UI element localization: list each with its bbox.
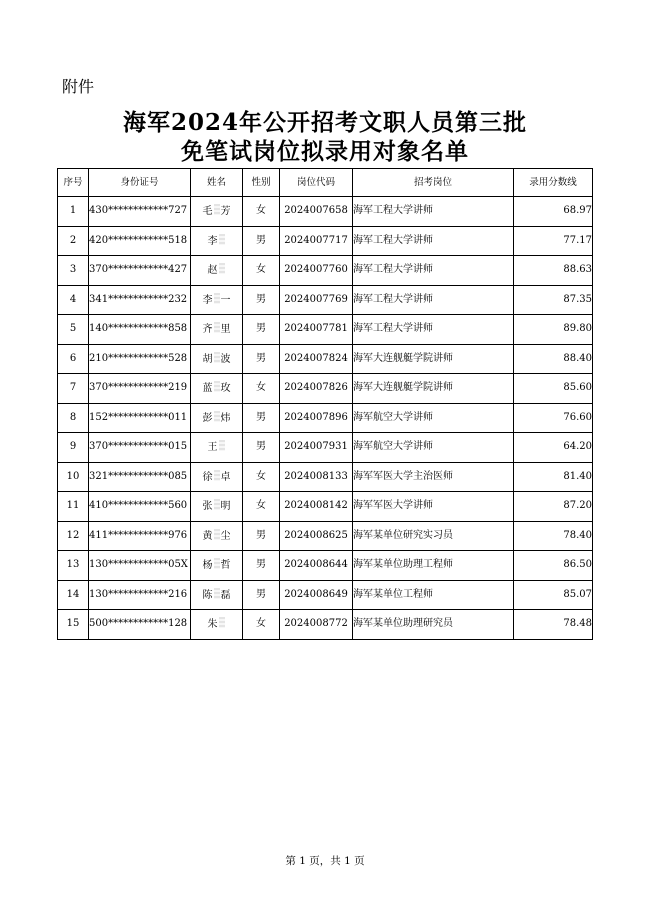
score-cell: 85.60 bbox=[514, 374, 593, 404]
serial-cell: 6 bbox=[58, 344, 89, 374]
score-cell: 78.48 bbox=[514, 610, 593, 640]
gender-cell: 男 bbox=[243, 521, 280, 551]
post-code-cell: 2024008625 bbox=[280, 521, 353, 551]
serial-cell: 4 bbox=[58, 285, 89, 315]
name-cell bbox=[191, 197, 243, 227]
table-row bbox=[58, 226, 593, 256]
table-row bbox=[58, 315, 593, 345]
gender-cell: 男 bbox=[243, 344, 280, 374]
serial-cell: 2 bbox=[58, 226, 89, 256]
name-cell bbox=[191, 462, 243, 492]
header-id-number: 身份证号 bbox=[89, 169, 191, 197]
name-surname: 李 bbox=[207, 235, 218, 247]
header-gender: 性别 bbox=[243, 169, 280, 197]
gender-cell: 女 bbox=[243, 462, 280, 492]
id-number-cell: 370************015 bbox=[89, 433, 191, 463]
id-number-cell: 130************216 bbox=[89, 580, 191, 610]
post-code-cell: 2024007769 bbox=[280, 285, 353, 315]
name-cell bbox=[191, 256, 243, 286]
serial-cell: 3 bbox=[58, 256, 89, 286]
post-cell: 海军某单位助理工程师 bbox=[353, 551, 514, 581]
attachment-label: 附件 bbox=[62, 77, 95, 96]
name-cell bbox=[191, 433, 243, 463]
table-row bbox=[58, 551, 593, 581]
table-row bbox=[58, 462, 593, 492]
table-row bbox=[58, 285, 593, 315]
gender-cell: 男 bbox=[243, 551, 280, 581]
name-given: 卓 bbox=[220, 471, 231, 483]
score-cell: 81.40 bbox=[514, 462, 593, 492]
gender-cell: 男 bbox=[243, 580, 280, 610]
name-surname: 齐 bbox=[202, 324, 213, 336]
header-post-code: 岗位代码 bbox=[280, 169, 353, 197]
name-surname: 王 bbox=[207, 442, 218, 454]
gender-cell: 女 bbox=[243, 492, 280, 522]
id-number-cell: 411************976 bbox=[89, 521, 191, 551]
name-surname: 陈 bbox=[202, 589, 213, 601]
table-row bbox=[58, 344, 593, 374]
gender-cell: 女 bbox=[243, 374, 280, 404]
redaction-mask bbox=[214, 352, 220, 363]
redaction-mask bbox=[219, 440, 225, 451]
serial-cell: 14 bbox=[58, 580, 89, 610]
score-cell: 88.63 bbox=[514, 256, 593, 286]
gender-cell: 女 bbox=[243, 197, 280, 227]
post-cell: 海军航空大学讲师 bbox=[353, 403, 514, 433]
score-cell: 77.17 bbox=[514, 226, 593, 256]
name-surname: 黄 bbox=[202, 530, 213, 542]
serial-cell: 12 bbox=[58, 521, 89, 551]
table-row bbox=[58, 197, 593, 227]
post-code-cell: 2024007826 bbox=[280, 374, 353, 404]
score-cell: 68.97 bbox=[514, 197, 593, 227]
redaction-mask bbox=[219, 617, 225, 628]
gender-cell: 男 bbox=[243, 433, 280, 463]
name-surname: 李 bbox=[202, 294, 213, 306]
gender-cell: 女 bbox=[243, 610, 280, 640]
name-given: 哲 bbox=[220, 560, 231, 572]
id-number-cell: 500************128 bbox=[89, 610, 191, 640]
name-cell bbox=[191, 551, 243, 581]
name-surname: 胡 bbox=[202, 353, 213, 365]
post-code-cell: 2024007931 bbox=[280, 433, 353, 463]
name-surname: 杨 bbox=[202, 560, 213, 572]
redaction-mask bbox=[214, 322, 220, 333]
name-given: 磊 bbox=[220, 589, 231, 601]
name-cell bbox=[191, 226, 243, 256]
score-cell: 76.60 bbox=[514, 403, 593, 433]
post-code-cell: 2024007717 bbox=[280, 226, 353, 256]
post-cell: 海军大连舰艇学院讲师 bbox=[353, 344, 514, 374]
serial-cell: 8 bbox=[58, 403, 89, 433]
id-number-cell: 410************560 bbox=[89, 492, 191, 522]
redaction-mask bbox=[214, 529, 220, 540]
id-number-cell: 152************011 bbox=[89, 403, 191, 433]
post-cell: 海军工程大学讲师 bbox=[353, 315, 514, 345]
table-row bbox=[58, 256, 593, 286]
score-cell: 88.40 bbox=[514, 344, 593, 374]
name-surname: 赵 bbox=[207, 265, 218, 277]
redaction-mask bbox=[214, 293, 220, 304]
post-code-cell: 2024008649 bbox=[280, 580, 353, 610]
id-number-cell: 140************858 bbox=[89, 315, 191, 345]
name-surname: 徐 bbox=[202, 471, 213, 483]
serial-cell: 5 bbox=[58, 315, 89, 345]
serial-cell: 9 bbox=[58, 433, 89, 463]
name-surname: 朱 bbox=[207, 619, 218, 631]
post-cell: 海军某单位助理研究员 bbox=[353, 610, 514, 640]
id-number-cell: 420************518 bbox=[89, 226, 191, 256]
serial-cell: 15 bbox=[58, 610, 89, 640]
post-cell: 海军工程大学讲师 bbox=[353, 197, 514, 227]
document-title-line-2: 免笔试岗位拟录用对象名单 bbox=[181, 138, 469, 165]
header-post: 招考岗位 bbox=[353, 169, 514, 197]
post-code-cell: 2024007658 bbox=[280, 197, 353, 227]
post-cell: 海军工程大学讲师 bbox=[353, 226, 514, 256]
score-cell: 86.50 bbox=[514, 551, 593, 581]
candidate-table bbox=[57, 168, 593, 640]
name-cell bbox=[191, 285, 243, 315]
redaction-mask bbox=[214, 558, 220, 569]
name-given: 尘 bbox=[220, 530, 231, 542]
name-cell bbox=[191, 344, 243, 374]
name-surname: 张 bbox=[202, 501, 213, 513]
redaction-mask bbox=[219, 234, 225, 245]
table-row bbox=[58, 492, 593, 522]
name-surname: 毛 bbox=[202, 206, 213, 218]
score-cell: 87.35 bbox=[514, 285, 593, 315]
table-row bbox=[58, 521, 593, 551]
id-number-cell: 430************727 bbox=[89, 197, 191, 227]
page-footer: 第 1 页，共 1 页 bbox=[285, 855, 365, 867]
post-cell: 海军大连舰艇学院讲师 bbox=[353, 374, 514, 404]
redaction-mask bbox=[219, 263, 225, 274]
post-code-cell: 2024008772 bbox=[280, 610, 353, 640]
post-code-cell: 2024007781 bbox=[280, 315, 353, 345]
name-given: 炜 bbox=[220, 412, 231, 424]
redaction-mask bbox=[214, 470, 220, 481]
redaction-mask bbox=[214, 204, 220, 215]
name-cell bbox=[191, 580, 243, 610]
name-cell bbox=[191, 492, 243, 522]
name-given: 明 bbox=[220, 501, 231, 513]
name-cell bbox=[191, 374, 243, 404]
redaction-mask bbox=[214, 381, 220, 392]
serial-cell: 1 bbox=[58, 197, 89, 227]
post-cell: 海军军医大学讲师 bbox=[353, 492, 514, 522]
post-cell: 海军航空大学讲师 bbox=[353, 433, 514, 463]
document-title-line-1: 海军2024年公开招考文职人员第三批 bbox=[122, 109, 527, 136]
serial-cell: 11 bbox=[58, 492, 89, 522]
name-given: 玫 bbox=[220, 383, 231, 395]
header-name: 姓名 bbox=[191, 169, 243, 197]
score-cell: 87.20 bbox=[514, 492, 593, 522]
table-row bbox=[58, 610, 593, 640]
table-header-row bbox=[58, 169, 593, 197]
score-cell: 89.80 bbox=[514, 315, 593, 345]
post-cell: 海军军医大学主治医师 bbox=[353, 462, 514, 492]
id-number-cell: 321************085 bbox=[89, 462, 191, 492]
id-number-cell: 210************528 bbox=[89, 344, 191, 374]
post-cell: 海军某单位研究实习员 bbox=[353, 521, 514, 551]
post-cell: 海军工程大学讲师 bbox=[353, 285, 514, 315]
serial-cell: 13 bbox=[58, 551, 89, 581]
gender-cell: 男 bbox=[243, 315, 280, 345]
serial-cell: 7 bbox=[58, 374, 89, 404]
serial-cell: 10 bbox=[58, 462, 89, 492]
score-cell: 64.20 bbox=[514, 433, 593, 463]
redaction-mask bbox=[214, 588, 220, 599]
name-cell bbox=[191, 403, 243, 433]
score-cell: 85.07 bbox=[514, 580, 593, 610]
table-row bbox=[58, 580, 593, 610]
redaction-mask bbox=[214, 411, 220, 422]
post-code-cell: 2024007760 bbox=[280, 256, 353, 286]
id-number-cell: 341************232 bbox=[89, 285, 191, 315]
score-cell: 78.40 bbox=[514, 521, 593, 551]
header-serial: 序号 bbox=[58, 169, 89, 197]
name-surname: 彭 bbox=[202, 412, 213, 424]
gender-cell: 男 bbox=[243, 403, 280, 433]
name-given: 波 bbox=[220, 353, 231, 365]
header-score: 录用分数线 bbox=[514, 169, 593, 197]
post-code-cell: 2024008133 bbox=[280, 462, 353, 492]
name-cell bbox=[191, 315, 243, 345]
gender-cell: 男 bbox=[243, 285, 280, 315]
name-surname: 蓝 bbox=[202, 383, 213, 395]
gender-cell: 男 bbox=[243, 226, 280, 256]
table-row bbox=[58, 403, 593, 433]
name-cell bbox=[191, 610, 243, 640]
post-code-cell: 2024007896 bbox=[280, 403, 353, 433]
name-cell bbox=[191, 521, 243, 551]
post-code-cell: 2024007824 bbox=[280, 344, 353, 374]
name-given: 里 bbox=[220, 324, 231, 336]
table-row bbox=[58, 433, 593, 463]
id-number-cell: 130************05X bbox=[89, 551, 191, 581]
id-number-cell: 370************427 bbox=[89, 256, 191, 286]
post-code-cell: 2024008644 bbox=[280, 551, 353, 581]
name-given: 一 bbox=[220, 294, 231, 306]
post-code-cell: 2024008142 bbox=[280, 492, 353, 522]
redaction-mask bbox=[214, 499, 220, 510]
id-number-cell: 370************219 bbox=[89, 374, 191, 404]
table-row bbox=[58, 374, 593, 404]
gender-cell: 女 bbox=[243, 256, 280, 286]
post-cell: 海军某单位工程师 bbox=[353, 580, 514, 610]
name-given: 芳 bbox=[220, 206, 231, 218]
post-cell: 海军工程大学讲师 bbox=[353, 256, 514, 286]
